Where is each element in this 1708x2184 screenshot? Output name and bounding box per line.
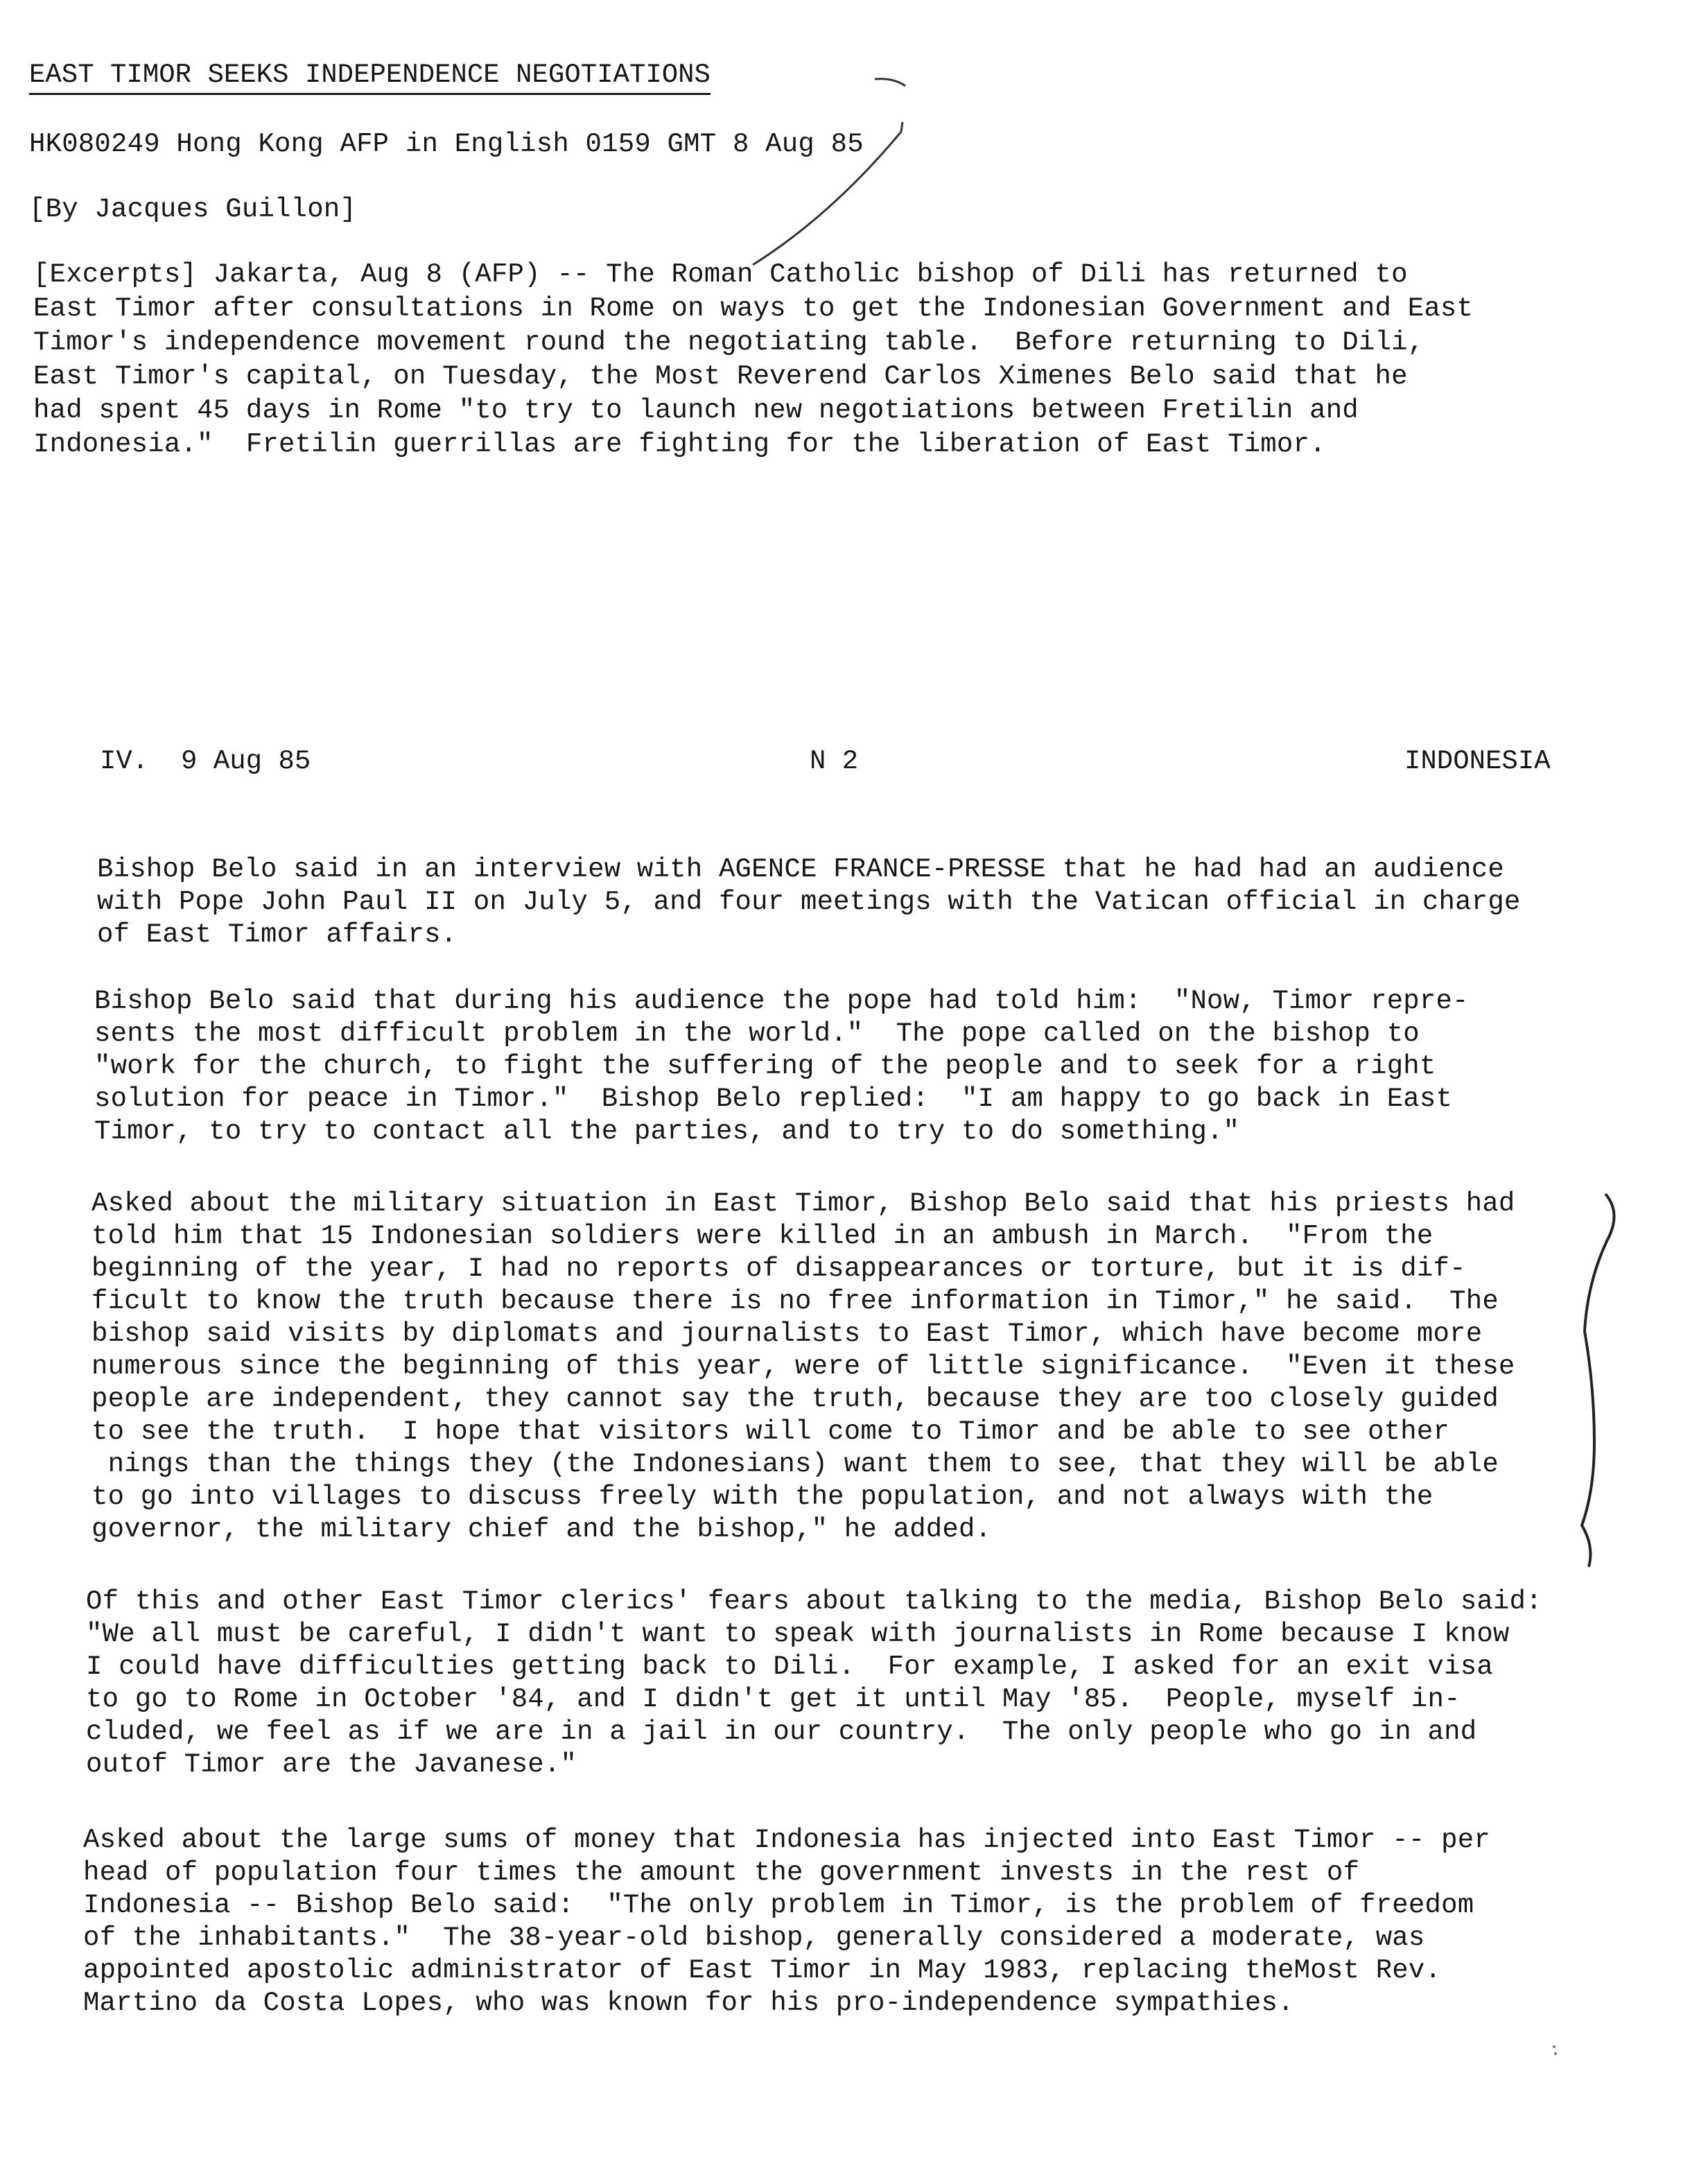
- header-page-number: N 2: [810, 746, 859, 777]
- text-line: appointed apostolic administrator of East Timor in May 1983, replacing theMost Rev.: [83, 1955, 1442, 1986]
- text-line: Asked about the large sums of money that Indonesia has injected into East Timor -- per: [83, 1825, 1490, 1855]
- text-line: governor, the military chief and the bishop," he added.: [92, 1514, 992, 1545]
- speck: [1553, 2045, 1556, 2048]
- text-line: Indonesia -- Bishop Belo said: "The only problem in Timor, is the problem of freedom: [83, 1890, 1474, 1921]
- text-line: Of this and other East Timor clerics' fears about talking to the media, Bishop Belo said:: [86, 1586, 1542, 1617]
- speck: [1554, 2052, 1557, 2055]
- text-line: beginning of the year, I had no reports of disappearances or torture, but it is dif-: [92, 1254, 1466, 1284]
- text-line: Timor, to try to contact all the parties, and to try to do something.": [94, 1116, 1240, 1147]
- text-line: of the inhabitants." The 38-year-old bishop, generally considered a moderate, was: [83, 1923, 1425, 1953]
- header-country: INDONESIA: [1404, 746, 1551, 777]
- text-line: told him that 15 Indonesian soldiers were killed in an ambush in March. "From the: [92, 1221, 1434, 1251]
- pen-dash-mark: [875, 79, 905, 86]
- text-line: Indonesia." Fretilin guerrillas are fighting for the liberation of East Timor.: [33, 429, 1326, 460]
- text-line: "We all must be careful, I didn't want to speak with journalists in Rome because I know: [86, 1619, 1510, 1649]
- text-line: of East Timor affairs.: [97, 919, 458, 950]
- text-line: nings than the things they (the Indonesians) want them to see, that they will be able: [92, 1449, 1499, 1480]
- text-line: Martino da Costa Lopes, who was known for his pro-independence sympathies.: [83, 1988, 1294, 2018]
- text-line: with Pope John Paul II on July 5, and four meetings with the Vatican official in charge: [97, 887, 1521, 917]
- text-line: to see the truth. I hope that visitors will come to Timor and be able to see other: [92, 1416, 1450, 1447]
- text-line: [Excerpts] Jakarta, Aug 8 (AFP) -- The Roman Catholic bishop of Dili has returned to: [33, 259, 1408, 290]
- byline: [By Jacques Guillon]: [29, 194, 357, 225]
- text-line: solution for peace in Timor." Bishop Belo replied: "I am happy to go back in East: [94, 1084, 1453, 1114]
- text-line: people are independent, they cannot say the truth, because they are too closely guided: [92, 1384, 1499, 1414]
- text-line: "work for the church, to fight the suffering of the people and to seek for a right: [94, 1051, 1436, 1082]
- dateline: HK080249 Hong Kong AFP in English 0159 GMT 8 Aug 85: [29, 129, 864, 159]
- text-line: East Timor after consultations in Rome on ways to get the Indonesian Government and East: [33, 293, 1474, 324]
- text-line: head of population four times the amount the government invests in the rest of: [83, 1857, 1360, 1888]
- text-line: to go into villages to discuss freely with the population, and not always with the: [92, 1482, 1434, 1512]
- pen-margin-bracket: [1582, 1194, 1614, 1567]
- text-line: sents the most difficult problem in the world." The pope called on the bishop to: [94, 1019, 1420, 1049]
- text-line: Bishop Belo said that during his audience the pope had told him: "Now, Timor repre-: [94, 986, 1469, 1016]
- text-line: to go to Rome in October '84, and I didn't get it until May '85. People, myself in-: [86, 1684, 1461, 1715]
- text-line: outof Timor are the Javanese.": [86, 1749, 577, 1780]
- text-line: ficult to know the truth because there is no free information in Timor," he said. The: [92, 1286, 1499, 1317]
- text-line: I could have difficulties getting back to Dili. For example, I asked for an exit visa: [86, 1652, 1493, 1682]
- header-issue-date: IV. 9 Aug 85: [100, 746, 311, 777]
- text-line: Timor's independence movement round the negotiating table. Before returning to Dili,: [33, 327, 1424, 358]
- text-line: numerous since the beginning of this year, were of little significance. "Even it these: [92, 1351, 1515, 1382]
- article-headline: EAST TIMOR SEEKS INDEPENDENCE NEGOTIATIONS: [29, 58, 711, 95]
- text-line: bishop said visits by diplomats and journalists to East Timor, which have become more: [92, 1319, 1483, 1349]
- text-line: had spent 45 days in Rome "to try to launch new negotiations between Fretilin and: [33, 395, 1359, 426]
- text-line: Bishop Belo said in an interview with AGENCE FRANCE-PRESSE that he had had an audience: [97, 854, 1504, 885]
- text-line: Asked about the military situation in East Timor, Bishop Belo said that his priests had: [92, 1188, 1515, 1219]
- text-line: East Timor's capital, on Tuesday, the Most Reverend Carlos Ximenes Belo said that he: [33, 361, 1408, 392]
- text-line: cluded, we feel as if we are in a jail in our country. The only people who go in and: [86, 1717, 1477, 1747]
